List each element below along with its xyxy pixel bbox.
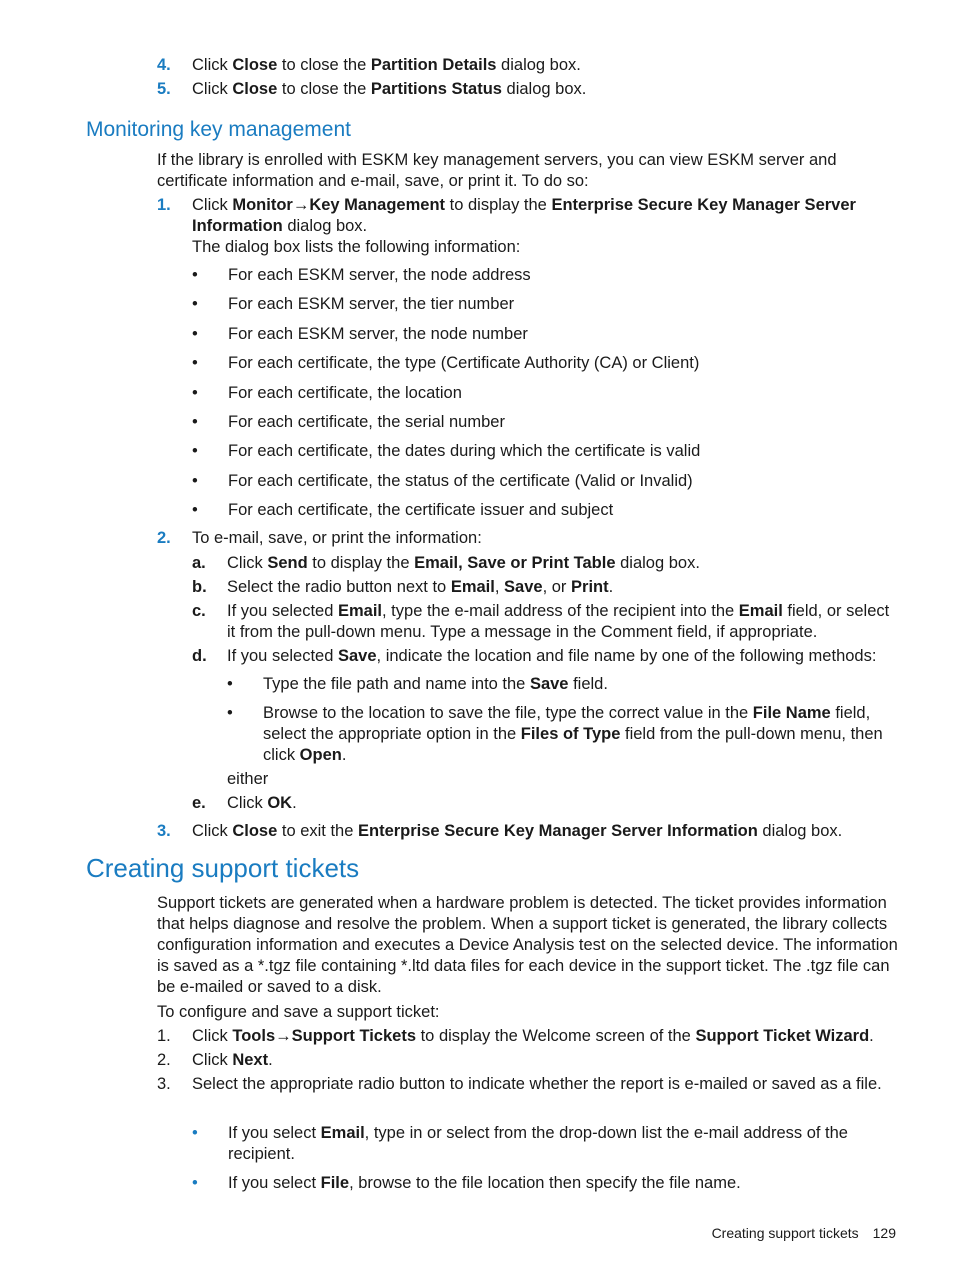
either-text: either (227, 770, 269, 788)
step-text: Click Close to close the Partitions Status dialog box. (192, 80, 587, 98)
substep-text: Click Send to display the Email, Save or Print Table dialog box. (227, 554, 700, 572)
step-text: To e-mail, save, or print the information: (192, 529, 482, 547)
step-number: 1. (157, 1027, 171, 1045)
substep-text: Select the radio button next to Email, Save, or Print. (227, 578, 614, 596)
step-text: Click Close to close the Partition Details dialog box. (192, 56, 581, 74)
substep-letter: e. (192, 794, 206, 812)
lead-paragraph: To configure and save a support ticket: (157, 1003, 440, 1021)
section-heading: Monitoring key management (86, 118, 351, 141)
page-number: 129 (872, 1225, 896, 1241)
substep-letter: c. (192, 602, 206, 620)
substep-letter: a. (192, 554, 206, 572)
substep-text: Click OK. (227, 794, 297, 812)
step-text: Click Monitor→Key Management to display the Enterprise Secure Key Manager Server Information dialog box. (192, 196, 856, 235)
step-number: 4. (157, 56, 171, 74)
intro-paragraph: Support tickets are generated when a hardware problem is detected. The ticket provides information that helps diagnose and resolve the problem. When a support ticket is generated, the library collects configuration information and executes a Device Analysis test on the selected device. The information is saved as a *.tgz file containing *.ltd data files for each device in the support ticket. The .tgz file can be e-mailed or saved to a disk. (157, 894, 898, 996)
step-number: 3. (157, 1075, 171, 1093)
step-number: 1. (157, 196, 171, 214)
step-text: Click Tools→Support Tickets to display the Welcome screen of the Support Ticket Wizard. (192, 1027, 874, 1045)
intro-paragraph: If the library is enrolled with ESKM key management servers, you can view ESKM server and certificate information and e-mail, save, or print it. To do so: (157, 151, 837, 190)
step-number: 2. (157, 529, 171, 547)
footer-title: Creating support tickets (711, 1225, 859, 1241)
step-number: 5. (157, 80, 171, 98)
step-text: Select the appropriate radio button to indicate whether the report is e-mailed or saved as a file. (192, 1075, 882, 1093)
step-text: Click Next. (192, 1051, 273, 1069)
step-note: The dialog box lists the following information: (192, 238, 521, 256)
substep-letter: b. (192, 578, 207, 596)
section-heading: Creating support tickets (86, 853, 360, 883)
step-text: Click Close to exit the Enterprise Secure Key Manager Server Information dialog box. (192, 822, 843, 840)
substep-letter: d. (192, 647, 207, 665)
step-number: 2. (157, 1051, 171, 1069)
page-footer (698, 1223, 896, 1244)
step-number: 3. (157, 822, 171, 840)
substep-text: If you selected Email, type the e-mail address of the recipient into the Email field, or select it from the pull-down menu. Type a message in the Comment field, if appropriate. (227, 602, 890, 641)
substep-text: If you selected Save, indicate the location and file name by one of the following methods: (227, 647, 877, 665)
